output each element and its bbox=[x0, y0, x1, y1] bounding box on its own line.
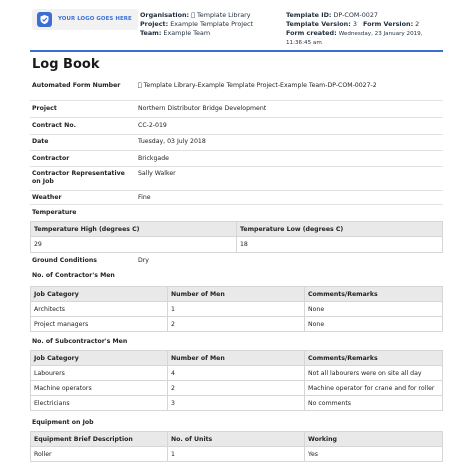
shield-icon bbox=[37, 12, 52, 27]
table-cell: Not all labourers were on site all day bbox=[305, 366, 443, 381]
equipment-description-header: Equipment Brief Description bbox=[31, 432, 168, 447]
organisation-label: Organisation: bbox=[140, 11, 190, 19]
team-value: Example Team bbox=[163, 29, 211, 37]
project-meta-label: Project: bbox=[140, 20, 169, 28]
form-version-label: Form Version: bbox=[363, 20, 414, 28]
template-meta bbox=[286, 11, 423, 48]
temperature-low-header: Temperature Low (degrees C) bbox=[237, 222, 443, 237]
template-id-value: DP-COM-0027 bbox=[333, 11, 379, 19]
table-cell: 3 bbox=[168, 396, 305, 411]
table-cell: Machine operator for crane and for roller bbox=[305, 381, 443, 396]
table-cell: Project managers bbox=[31, 317, 168, 332]
weather-row bbox=[30, 191, 443, 205]
temperature-high-header: Temperature High (degrees C) bbox=[31, 222, 237, 237]
table-row bbox=[31, 317, 443, 332]
table-header-row bbox=[31, 222, 443, 237]
contractor-label: Contractor bbox=[32, 155, 70, 162]
template-id-label: Template ID: bbox=[286, 11, 332, 19]
table-cell: 1 bbox=[168, 302, 305, 317]
comments-header: Comments/Remarks bbox=[305, 287, 443, 302]
contract-label: Contract No. bbox=[32, 122, 76, 129]
report-header bbox=[0, 0, 474, 52]
comments-header: Comments/Remarks bbox=[305, 351, 443, 366]
contractor-value: Brickgade bbox=[138, 155, 169, 162]
table-row bbox=[31, 396, 443, 411]
number-of-units-header: No. of Units bbox=[168, 432, 305, 447]
team-label: Team: bbox=[140, 29, 162, 37]
table-cell: 1 bbox=[168, 447, 305, 462]
form-version-value: 2 bbox=[415, 20, 420, 28]
working-header: Working bbox=[305, 432, 443, 447]
organisation-meta bbox=[140, 11, 253, 38]
ground-value: Dry bbox=[138, 257, 149, 264]
contractor-rep-row bbox=[30, 167, 443, 191]
temperature-table bbox=[30, 221, 443, 253]
automated-form-row bbox=[30, 79, 443, 101]
date-value: Tuesday, 03 July 2018 bbox=[138, 138, 206, 145]
table-row bbox=[31, 447, 443, 462]
logo-text: YOUR LOGO GOES HERE bbox=[58, 16, 132, 22]
subcontractors-men-table bbox=[30, 350, 443, 411]
weather-value: Fine bbox=[138, 194, 151, 201]
temperature-high-value: 29 bbox=[31, 237, 237, 253]
template-version-label: Template Version: bbox=[286, 20, 351, 28]
header-divider bbox=[30, 50, 443, 52]
table-row bbox=[31, 237, 443, 253]
job-category-header: Job Category bbox=[31, 351, 168, 366]
table-row bbox=[31, 302, 443, 317]
table-cell: Yes bbox=[305, 447, 443, 462]
table-cell: 2 bbox=[168, 381, 305, 396]
number-of-men-header: Number of Men bbox=[168, 287, 305, 302]
weather-label: Weather bbox=[32, 194, 62, 201]
form-created-time: 11:36:45 am bbox=[286, 40, 322, 46]
table-cell: No comments bbox=[305, 396, 443, 411]
logo-placeholder bbox=[32, 9, 138, 30]
page-title: Log Book bbox=[32, 57, 100, 72]
job-category-header: Job Category bbox=[31, 287, 168, 302]
number-of-men-header: Number of Men bbox=[168, 351, 305, 366]
contract-value: CC-2-019 bbox=[138, 122, 167, 129]
ground-row bbox=[30, 255, 443, 268]
contract-row bbox=[30, 118, 443, 135]
table-cell: Electricians bbox=[31, 396, 168, 411]
form-created-label: Form created: bbox=[286, 29, 337, 37]
temperature-low-value: 18 bbox=[237, 237, 443, 253]
contractor-rep-value: Sally Walker bbox=[138, 170, 176, 177]
project-row bbox=[30, 101, 443, 118]
subcontractors-men-section-label: No. of Subcontractor's Men bbox=[32, 338, 128, 345]
date-label: Date bbox=[32, 138, 49, 145]
table-cell: 2 bbox=[168, 317, 305, 332]
template-version-value: 3 bbox=[352, 20, 357, 28]
table-cell: Architects bbox=[31, 302, 168, 317]
contractor-row bbox=[30, 151, 443, 167]
project-value: Northern Distributor Bridge Development bbox=[138, 105, 267, 112]
project-meta-value: Example Template Project bbox=[170, 20, 254, 28]
table-cell: Labourers bbox=[31, 366, 168, 381]
automated-form-label: Automated Form Number bbox=[32, 82, 121, 89]
table-header-row bbox=[31, 432, 443, 447]
temperature-section-label: Temperature bbox=[32, 209, 77, 216]
contractor-rep-label: Contractor Representative on Job bbox=[32, 170, 125, 185]
form-created-value: Wednesday, 23 January 2019, bbox=[338, 31, 423, 37]
table-header-row bbox=[31, 287, 443, 302]
contractors-men-section-label: No. of Contractor's Men bbox=[32, 272, 115, 279]
automated-form-value:   Template Library-Example Template Project-Example Team-DP-COM-0027-2 bbox=[138, 82, 377, 89]
table-cell: None bbox=[305, 302, 443, 317]
equipment-table bbox=[30, 431, 443, 462]
table-cell: Roller bbox=[31, 447, 168, 462]
equipment-section-label: Equipment on Job bbox=[32, 419, 94, 426]
table-cell: 4 bbox=[168, 366, 305, 381]
table-cell: None bbox=[305, 317, 443, 332]
contractors-men-table bbox=[30, 286, 443, 332]
project-label: Project bbox=[32, 105, 57, 112]
organisation-value:   Template Library bbox=[191, 11, 251, 19]
table-row bbox=[31, 381, 443, 396]
table-header-row bbox=[31, 351, 443, 366]
table-cell: Machine operators bbox=[31, 381, 168, 396]
ground-label: Ground Conditions bbox=[32, 257, 97, 264]
date-row bbox=[30, 135, 443, 151]
table-row bbox=[31, 366, 443, 381]
